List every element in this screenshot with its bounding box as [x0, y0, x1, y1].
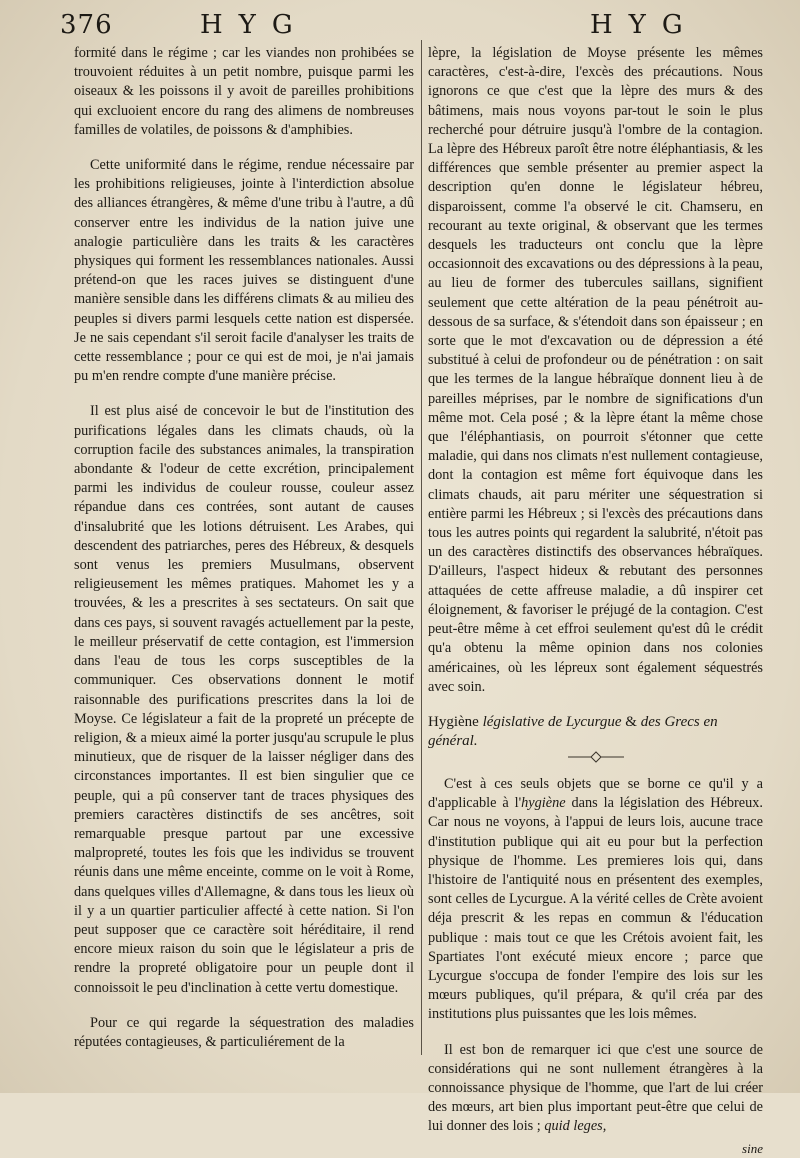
italic-term: hygiène [521, 795, 566, 812]
text-span: dans la législation des Hébreux. Car nous ne voyons, à l'appui de leurs lois, aucune trace d'institution publique qui ait eu pour but la perfection physique de l'homme. Les premieres lois qui, dans l'histoire de l'antiquité nous en présentent des exemples, sont celles de Lycurgue. A la vérité celles de Crète avoient déja prescrit & les repas en commun & l'éducation publique : mais tout ce que les Crétois avoient fait, les Spartiates l'ont exécuté mieux encore ; parce que Lycurgue s'occupa de fonder l'empire des lois sur les mœurs publiques, qu'il prépara, & qu'il créa par des institutions plus puissantes que les lois mêmes. [428, 795, 763, 1023]
catchword: sine [742, 1140, 763, 1156]
running-head-left: HYG [200, 10, 309, 40]
text-span: C'est à ces seuls objets que se borne ce qu'il y a d'applicable à l' [428, 775, 763, 812]
paragraph [428, 775, 763, 1025]
paragraph [428, 1041, 763, 1137]
section-title-italic: législative de Lycurgue [482, 713, 622, 730]
column-divider [421, 40, 422, 1055]
section-title-italic: des Grecs en général. [428, 713, 718, 749]
running-head-right: HYG [590, 10, 699, 40]
page-header [60, 10, 780, 46]
paragraph: Cette uniformité dans le régime, rendue nécessaire par les prohibitions religieuses, jointe à l'interdiction absolue des alliances étrangères, & même d'une tribu à l'autre, a dû conserver entre les individus de la nation juive une analogie particulière dans les traits & les caractères physiques qui forment les ressemblances nationales. Aussi prétend-on que les races juives se distinguent d'une manière sensible dans les différens climats & au milieu des peuples si divers parmi lesquels cette nation est dispersée. Je ne sais cependant s'il seroit facile d'analyser les traits de cette ressemblance ; pour ce qui est de moi, je n'ai jamais pu m'en rendre compte d'une manière précise. [74, 157, 414, 385]
section-title-ampersand: & [625, 713, 637, 730]
section-title [428, 713, 763, 763]
italic-quote: quid leges, [544, 1118, 607, 1135]
right-column [428, 44, 763, 1158]
paragraph: lèpre, la législation de Moyse présente les mêmes caractères, c'est-à-dire, l'excès des précautions. Nous ignorons ce que c'est que la lèpre des murs & des bâtimens, mais nous voyons par-tout le soin le plus recherché pour détruire jusqu'à l'ombre de la contagion. La lèpre des Hébreux paroît être notre éléphantiasis, & les différences que semble présenter au premier aspect la description qu'en donne le législateur hébreu, disparoissent, comme l'a observé le cit. Chamseru, en recourant au texte original, & observant que les termes desquels les traducteurs ont conclu que la lèpre occasionnoit des excavations ou des dépressions à la peau, au lieu de former des tubercules saillans, signifient seulement que cette altération de la peau pénétroit au-dessous de sa surface, & s'étendoit dans son épaisseur ; en sorte que le mot d'excavation ou de dépression a été substitué à celui de profondeur ou de pénétration : on sait que les termes de la langue hébraïque donnent lieu à de pareilles méprises, par le nombre de significations d'un même mot. Cela posé ; & la lèpre étant la même chose que l'éléphantiasis, on pourroit s'étonner que cette maladie, qui dans nos climats n'est nullement contagieuse, dont la contagion est même fort équivoque dans les climats chauds, ait paru mériter une séquestration si entière parmi les Hébreux ; si l'excès des précautions dans tous les autres points qui regardent la salubrité, n'étoit pas un des caractères distinctifs des observances hébraïques. D'ailleurs, l'aspect hideux & rebutant des personnes attaquées de cette affreuse maladie, a dû inspirer cet éloignement, & favoriser le préjugé de la contagion. C'est peut-être même à cet effroi seulement qu'est dû le crédit qu'a obtenu la même opinion dans nos colonies américaines, où les lépreux sont également séquestrés avec soin. [428, 45, 763, 695]
paragraph: formité dans le régime ; car les viandes non prohibées se trouvoient réduites à un petit nombre, puisque parmi les oiseaux & les poissons il y avoit de pareilles prohibitions qui excluoient encore du rang des alimens de nombreuses familles de volatiles, de poissons & d'amphibies. [74, 45, 414, 138]
fleuron-ornament [566, 751, 626, 763]
paragraph: Il est plus aisé de concevoir le but de l'institution des purifications légales dans les climats chauds, où la corruption facile des substances animales, la transpiration abondante & l'odeur de cette excrétion, principalement parmi les individus de couleur rousse, couleur assez répandue dans ces contrées, sont autant de causes d'insalubrité que les lotions détruisent. Les Arabes, qui descendent des patriarches, peres des Hébreux, & desquels sont venus les premiers Musulmans, observent religieusement les mêmes pratiques. Mahomet les y a trouvées, & les a prescrites à ses sectateurs. On sait que dans ces pays, si souvent ravagés actuellement par la peste, le meilleur préservatif de cette contagion, est l'immersion dans l'eau de tous les corps susceptibles de la communiquer. Ces observations donnent le motif raisonnable des purifications prescrites dans la loi de Moyse. Ce législateur a fait de la propreté un précepte de religion, & a mieux aimé la porter jusqu'au scrupule le plus minutieux, que de risquer de la laisser négliger dans des circonstances importantes. Il est bien singulier que ce peuple, qui a pû conserver tant de traces physiques des premiers caractères distinctifs de ses ancêtres, soit remarquable presque partout par une excessive malpropreté, toutes les fois que les individus se trouvent réunis dans une même enceinte, comme on le voit à Rome, dans quelques villes d'Allemagne, & dans tous les lieux où il y a un quartier particulier affecté à cette nation. Si l'on peut supposer que ce caractère soit héréditaire, il rend encore mieux raison du soin que le législateur a pris de rendre la propreté obligatoire pour un peuple dont il connoissoit le peu d'inclination à cette vertu domestique. [74, 403, 414, 996]
section-title-word: Hygiène [428, 713, 479, 730]
paragraph: Pour ce qui regarde la séquestration des maladies réputées contagieuses, & particuliérement de la [74, 1014, 414, 1050]
page-number: 376 [60, 10, 113, 40]
text-span: Il est bon de remarquer ici que c'est une source de considérations qui ne sont nullement étrangères à la connoissance physique de l'homme, que l'art de lui créer des mœurs, art bien plus important peut-être que celui de lui donner des lois ; [428, 1041, 763, 1135]
left-column [74, 44, 414, 1068]
